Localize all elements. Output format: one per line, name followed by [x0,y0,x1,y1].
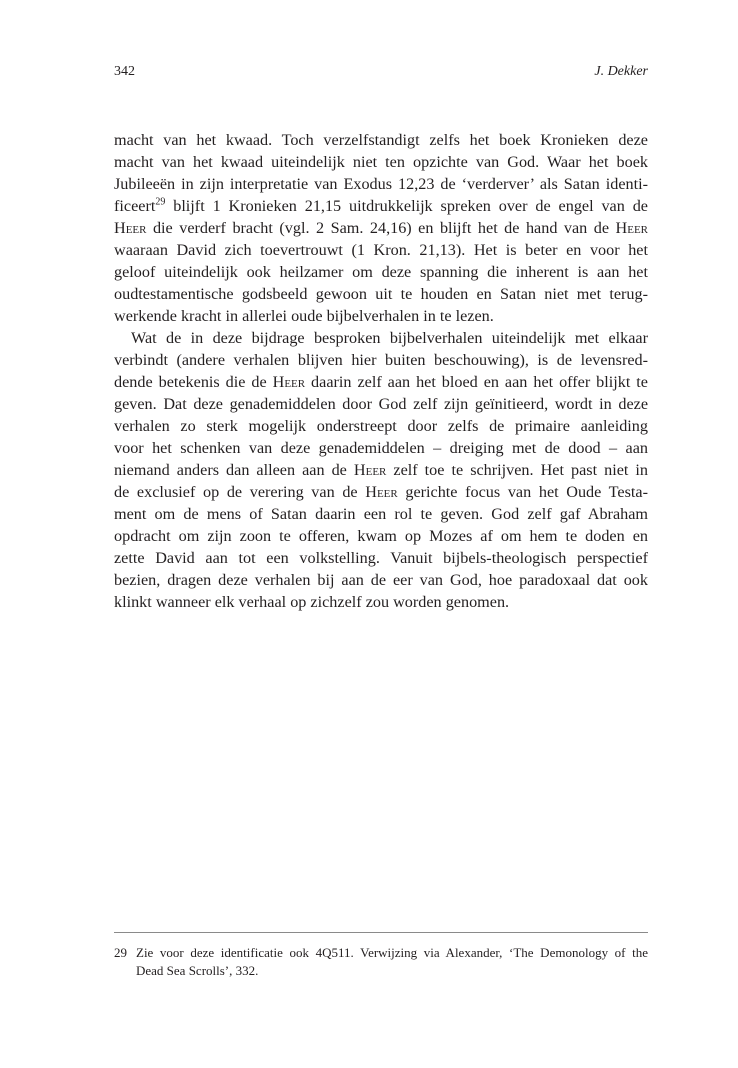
text-line [114,283,648,305]
text-segment: gerichte focus van het Oude Testa- [397,483,648,501]
paragraph [114,327,648,613]
text-segment: geloof uiteindelijk ook heilzamer om deze spanning die inherent is aan het [114,263,648,281]
small-caps-divine-name: Heer [615,219,648,237]
text-line [114,261,648,283]
text-line [114,591,648,613]
footnote-reference: 29 [155,196,166,208]
running-header [114,64,648,86]
small-caps-divine-name: Heer [365,483,398,501]
text-line [114,525,648,547]
footnote-line: Zie voor deze identificatie ook 4Q511. Verwijzing via Alexander, ‘The Demonology of the [136,945,648,960]
text-segment: die verderf bracht (vgl. 2 Sam. 24,16) en blijft het de hand van de [146,219,616,237]
text-segment: voor het schenken van deze genademiddelen – dreiging met de dood – aan [114,439,648,457]
footnote-line: Dead Sea Scrolls’, 332. [136,963,259,978]
text-line [114,305,648,327]
text-segment: bezien, dragen deze verhalen bij aan de eer van God, hoe paradoxaal dat ook [114,571,648,589]
text-line [114,239,648,261]
text-segment: zette David aan tot een volkstelling. Vanuit bijbels-theologisch perspectief [114,549,648,567]
text-line [114,349,648,371]
text-segment: daarin zelf aan het bloed en aan het offer blijkt te [305,373,648,391]
text-segment: Jubileeën in zijn interpretatie van Exodus 12,23 de ‘verderver’ als Satan identi- [114,175,648,193]
text-line [114,151,648,173]
text-segment: Wat de in deze bijdrage besproken bijbelverhalen uiteindelijk met elkaar [131,329,648,347]
text-line [114,481,648,503]
footnote-separator [114,932,648,933]
footnote-item [114,944,648,980]
footnote-number: 29 [114,945,127,960]
text-line [114,547,648,569]
text-segment: klinkt wanneer elk verhaal op zichzelf zou worden genomen. [114,593,510,611]
text-segment: dende betekenis die de [114,373,273,391]
text-segment: verhalen zo sterk mogelijk onderstreept door zelfs de primaire aanleiding [114,417,648,435]
text-segment: niemand anders dan alleen aan de [114,461,354,479]
text-segment: opdracht om zijn zoon te offeren, kwam op Mozes af om hem te doden en [114,527,648,545]
text-line [114,393,648,415]
text-segment: ment om de mens of Satan daarin een rol te geven. God zelf gaf Abraham [114,505,648,523]
small-caps-divine-name: Heer [272,373,306,391]
footnotes [114,944,648,980]
text-line [114,503,648,525]
text-segment: de exclusief op de verering van de [114,483,366,501]
text-segment: zelf toe te schrijven. Het past niet in [386,461,648,479]
text-line [114,327,648,349]
text-segment: ficeert [114,197,156,215]
text-line [114,129,648,151]
text-line [114,173,648,195]
text-line [114,371,648,393]
small-caps-divine-name: Heer [114,219,147,237]
text-segment: macht van het kwaad uiteindelijk niet ten opzichte van God. Waar het boek [114,153,648,171]
text-segment: macht van het kwaad. Toch verzelfstandigt zelfs het boek Kronieken deze [114,131,648,149]
text-segment: oudtestamentische godsbeeld gewoon uit te houden en Satan niet met terug- [114,285,648,303]
text-line [114,437,648,459]
page-number: 342 [114,64,135,79]
main-text [114,129,648,613]
running-head-author: J. Dekker [594,64,648,79]
text-line [114,459,648,481]
text-line [114,195,648,217]
text-line [114,569,648,591]
text-line [114,217,648,239]
text-segment: geven. Dat deze genademiddelen door God zelf zijn geïnitieerd, wordt in deze [114,395,648,413]
text-line [114,415,648,437]
text-segment: werkende kracht in allerlei oude bijbelverhalen in te lezen. [114,307,494,325]
text-segment: blijft 1 Kronieken 21,15 uitdrukkelijk spreken over de engel van de [165,197,648,215]
text-segment: verbindt (andere verhalen blijven hier buiten beschouwing), is de levensred- [114,351,648,369]
small-caps-divine-name: Heer [353,461,387,479]
text-segment: waaraan David zich toevertrouwt (1 Kron. 21,13). Het is beter en voor het [114,241,648,259]
paragraph [114,129,648,327]
